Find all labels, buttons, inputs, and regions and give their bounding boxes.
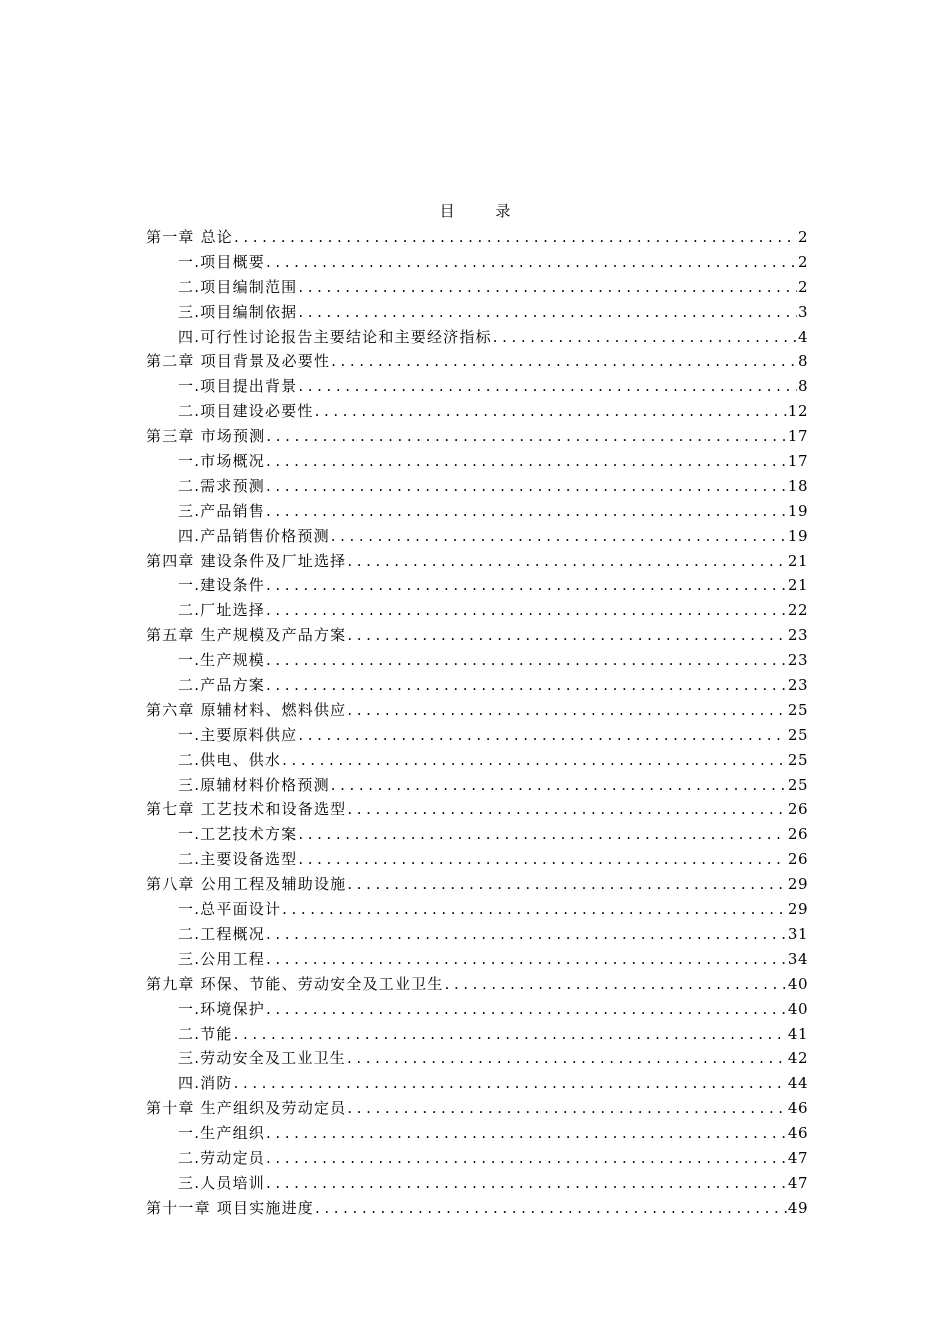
toc-entry-label: 三.项目编制依据 [178,302,298,321]
toc-section-entry[interactable] [146,1122,808,1147]
toc-section-entry[interactable] [146,724,808,749]
toc-section-entry[interactable] [146,1047,808,1072]
toc-entry-label: 二.厂址选择 [178,601,265,620]
toc-entry-page-number: 34 [787,949,808,968]
toc-entry-label: 二.劳动定员 [178,1148,265,1167]
toc-chapter-entry[interactable] [146,798,808,823]
toc-leader-dots [445,975,787,993]
toc-section-entry[interactable] [146,525,808,550]
toc-entry-label: 第八章 公用工程及辅助设施 [146,875,347,894]
toc-chapter-entry[interactable] [146,425,808,450]
toc-section-entry[interactable] [146,649,808,674]
toc-entry-label: 二.主要设备选型 [178,850,298,869]
toc-title: 目 录 [439,202,529,220]
toc-leader-dots [266,576,787,594]
toc-leader-dots [266,1124,787,1142]
toc-section-entry[interactable] [146,301,808,326]
toc-section-entry[interactable] [146,599,808,624]
toc-section-entry[interactable] [146,948,808,973]
toc-leader-dots [234,1025,787,1043]
toc-entry-page-number: 31 [787,924,808,943]
toc-entry-page-number: 19 [787,526,808,545]
toc-entry-label: 一.生产规模 [178,651,265,670]
toc-entry-page-number: 40 [787,974,808,993]
toc-leader-dots [347,1099,787,1117]
toc-entry-page-number: 22 [787,601,808,620]
toc-entry-page-number: 25 [787,700,808,719]
toc-section-entry[interactable] [146,848,808,873]
toc-leader-dots [298,303,797,321]
toc-entry-page-number: 49 [787,1198,808,1217]
toc-leader-dots [234,1074,787,1092]
toc-entry-page-number: 23 [787,676,808,695]
toc-leader-dots [298,850,787,868]
toc-entry-page-number: 8 [797,377,808,396]
toc-chapter-entry[interactable] [146,1197,808,1222]
toc-chapter-entry[interactable] [146,699,808,724]
toc-leader-dots [282,900,787,918]
toc-entry-page-number: 17 [787,452,808,471]
toc-entry-label: 第三章 市场预测 [146,427,266,446]
toc-entry-page-number: 25 [787,750,808,769]
toc-entry-label: 三.劳动安全及工业卫生 [178,1049,346,1068]
toc-entry-page-number: 29 [787,875,808,894]
toc-leader-dots [347,626,787,644]
toc-entry-page-number: 47 [787,1173,808,1192]
toc-entry-label: 一.市场概况 [178,452,265,471]
toc-leader-dots [282,751,787,769]
toc-entry-label: 第十一章 项目实施进度 [146,1198,314,1217]
toc-entry-page-number: 23 [787,626,808,645]
toc-entry-page-number: 26 [787,825,808,844]
toc-entry-page-number: 41 [787,1024,808,1043]
toc-entry-page-number: 3 [797,302,808,321]
toc-section-entry[interactable] [146,1147,808,1172]
toc-section-entry[interactable] [146,574,808,599]
toc-entry-label: 三.原辅材料价格预测 [178,775,330,794]
toc-entry-label: 二.产品方案 [178,676,265,695]
toc-leader-dots [266,925,787,943]
toc-entry-label: 三.产品销售 [178,501,265,520]
toc-section-entry[interactable] [146,1023,808,1048]
toc-entry-label: 一.项目提出背景 [178,377,298,396]
toc-section-entry[interactable] [146,1072,808,1097]
toc-entry-label: 一.生产组织 [178,1124,265,1143]
toc-entry-page-number: 19 [787,501,808,520]
toc-leader-dots [266,651,787,669]
toc-entry-label: 一.项目概要 [178,252,265,271]
toc-entry-label: 四.产品销售价格预测 [178,526,330,545]
toc-entry-label: 三.公用工程 [178,949,265,968]
toc-entry-label: 一.环境保护 [178,999,265,1018]
toc-chapter-entry[interactable] [146,350,808,375]
toc-section-entry[interactable] [146,823,808,848]
toc-entry-label: 二.工程概况 [178,924,265,943]
toc-entry-label: 二.供电、供水 [178,750,282,769]
toc-entry-label: 第五章 生产规模及产品方案 [146,626,347,645]
toc-entry-page-number: 4 [797,327,808,346]
toc-chapter-entry[interactable] [146,973,808,998]
toc-entry-page-number: 12 [787,402,808,421]
toc-leader-dots [266,950,787,968]
toc-entry-label: 第九章 环保、节能、劳动安全及工业卫生 [146,974,444,993]
toc-entry-page-number: 25 [787,725,808,744]
toc-entry-label: 一.建设条件 [178,576,265,595]
toc-leader-dots [266,1149,787,1167]
toc-leader-dots [298,377,797,395]
toc-entry-label: 二.需求预测 [178,476,265,495]
toc-entry-page-number: 23 [787,651,808,670]
toc-leader-dots [331,352,797,370]
toc-entry-label: 二.项目编制范围 [178,277,298,296]
toc-entry-label: 第七章 工艺技术和设备选型 [146,800,347,819]
toc-entry-page-number: 25 [787,775,808,794]
toc-entry-label: 二.项目建设必要性 [178,402,314,421]
toc-section-entry[interactable] [146,674,808,699]
toc-entry-label: 四.消防 [178,1074,233,1093]
toc-chapter-entry[interactable] [146,226,808,251]
toc-entry-label: 第四章 建设条件及厂址选择 [146,551,347,570]
toc-section-entry[interactable] [146,475,808,500]
toc-section-entry[interactable] [146,749,808,774]
toc-section-entry[interactable] [146,1172,808,1197]
toc-leader-dots [298,726,787,744]
toc-leader-dots [331,527,787,545]
toc-entry-page-number: 18 [787,476,808,495]
toc-leader-dots [266,1000,787,1018]
toc-entry-label: 三.人员培训 [178,1173,265,1192]
toc-leader-dots [347,1049,787,1067]
toc-section-entry[interactable] [146,276,808,301]
toc-leader-dots [266,452,787,470]
toc-leader-dots [298,278,797,296]
toc-leader-dots [266,676,787,694]
toc-leader-dots [234,228,797,246]
toc-chapter-entry[interactable] [146,1097,808,1122]
toc-leader-dots [347,552,787,570]
toc-leader-dots [347,875,787,893]
toc-entry-page-number: 17 [787,427,808,446]
toc-entry-label: 四.可行性讨论报告主要结论和主要经济指标 [178,327,492,346]
toc-chapter-entry[interactable] [146,550,808,575]
toc-entry-page-number: 26 [787,850,808,869]
toc-section-entry[interactable] [146,500,808,525]
toc-entry-page-number: 21 [787,551,808,570]
table-of-contents [146,226,808,1222]
toc-entry-page-number: 42 [787,1049,808,1068]
toc-entry-page-number: 29 [787,900,808,919]
toc-chapter-entry[interactable] [146,873,808,898]
toc-leader-dots [266,502,787,520]
toc-entry-label: 第一章 总论 [146,228,233,246]
toc-entry-page-number: 2 [797,228,808,246]
toc-entry-page-number: 21 [787,576,808,595]
toc-leader-dots [266,1174,787,1192]
toc-section-entry[interactable] [146,450,808,475]
toc-leader-dots [493,328,797,346]
toc-leader-dots [315,1199,787,1217]
toc-leader-dots [331,776,787,794]
toc-section-entry[interactable] [146,400,808,425]
toc-section-entry[interactable] [146,326,808,351]
toc-section-entry[interactable] [146,251,808,276]
toc-entry-label: 第二章 项目背景及必要性 [146,352,331,371]
toc-chapter-entry[interactable] [146,624,808,649]
toc-leader-dots [298,825,787,843]
toc-entry-label: 一.主要原料供应 [178,725,298,744]
toc-entry-label: 一.总平面设计 [178,900,282,919]
toc-entry-page-number: 46 [787,1124,808,1143]
toc-section-entry[interactable] [146,375,808,400]
toc-entry-label: 二.节能 [178,1024,233,1043]
toc-entry-page-number: 8 [797,352,808,371]
toc-leader-dots [347,701,787,719]
toc-section-entry[interactable] [146,898,808,923]
toc-entry-page-number: 47 [787,1148,808,1167]
toc-leader-dots [266,601,787,619]
toc-leader-dots [266,253,797,271]
toc-leader-dots [315,402,787,420]
toc-entry-page-number: 2 [797,277,808,296]
toc-section-entry[interactable] [146,923,808,948]
toc-entry-label: 第十章 生产组织及劳动定员 [146,1099,347,1118]
toc-section-entry[interactable] [146,998,808,1023]
toc-entry-label: 一.工艺技术方案 [178,825,298,844]
toc-leader-dots [347,800,787,818]
toc-section-entry[interactable] [146,774,808,799]
toc-leader-dots [266,477,787,495]
toc-entry-page-number: 2 [797,252,808,271]
toc-entry-page-number: 44 [787,1074,808,1093]
toc-leader-dots [266,427,787,445]
toc-entry-page-number: 40 [787,999,808,1018]
toc-entry-page-number: 26 [787,800,808,819]
toc-entry-label: 第六章 原辅材料、燃料供应 [146,700,347,719]
toc-entry-page-number: 46 [787,1099,808,1118]
